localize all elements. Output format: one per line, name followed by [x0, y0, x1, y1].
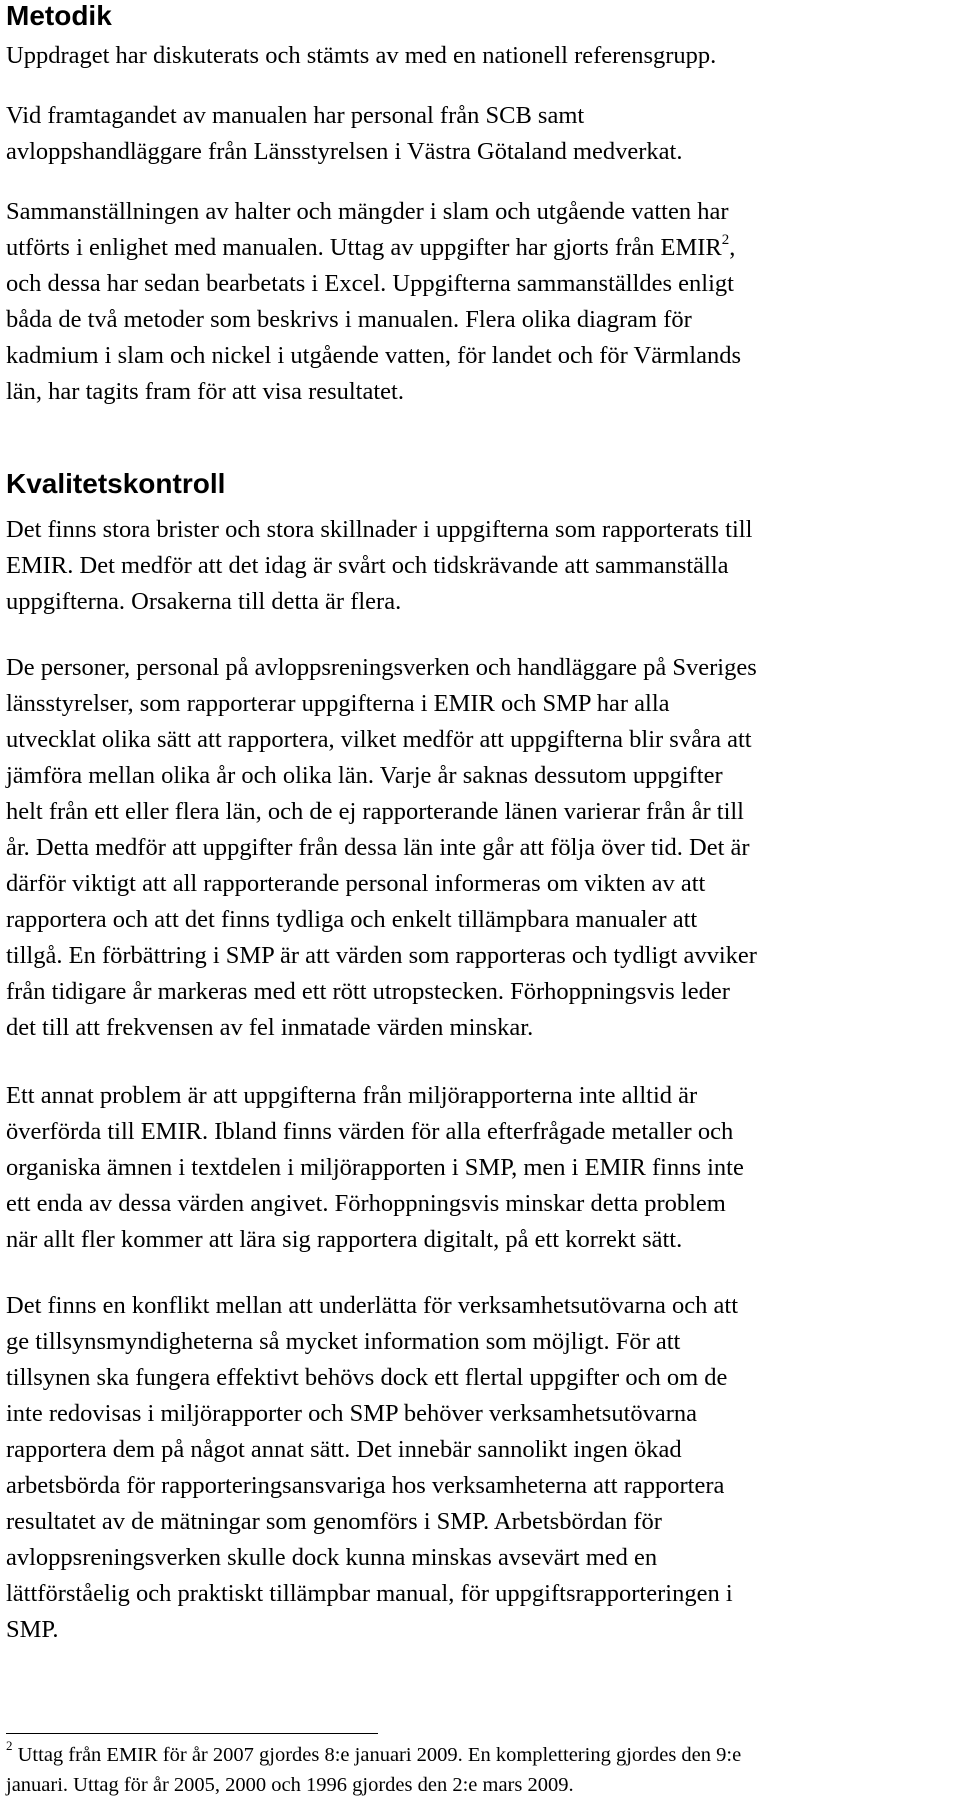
text-line: Det finns en konflikt mellan att underlätta för verksamhetsutövarna och att: [6, 1292, 739, 1319]
paragraph-personer: [6, 650, 950, 1046]
paragraph-brister: [6, 512, 950, 620]
paragraph-sammanstallning: [6, 194, 950, 410]
section-heading-metodik: Metodik: [6, 0, 112, 31]
text-line: De personer, personal på avloppsreningsverken och handläggare på Sveriges: [6, 654, 757, 681]
footnote: [6, 1740, 741, 1800]
text-line: Ett annat problem är att uppgifterna från miljörapporterna inte alltid är: [6, 1082, 698, 1109]
text-line: arbetsbörda för rapporteringsansvariga hos verksamheterna att rapportera: [6, 1472, 725, 1499]
text-line: och dessa har sedan bearbetats i Excel. Uppgifterna sammanställdes enligt: [6, 270, 734, 297]
text-segment: utförts i enlighet med manualen. Uttag av uppgifter har gjorts från EMIR: [6, 234, 722, 261]
section-heading-kvalitetskontroll: Kvalitetskontroll: [6, 468, 226, 499]
footnote-divider: [6, 1733, 378, 1734]
footnote-line: januari. Uttag för år 2005, 2000 och 1996 gjordes den 2:e mars 2009.: [6, 1774, 574, 1796]
text-line: EMIR. Det medför att det idag är svårt och tidskrävande att sammanställa: [6, 552, 729, 579]
text-line: avloppsreningsverken skulle dock kunna minskas avsevärt med en: [6, 1544, 658, 1571]
paragraph-referensgrupp: [6, 38, 950, 74]
text-line: Sammanställningen av halter och mängder i slam och utgående vatten har: [6, 198, 729, 225]
paragraph-annat-problem: [6, 1078, 950, 1258]
text-segment: ,: [729, 234, 736, 261]
footnote-reference: 2: [721, 231, 730, 248]
text-line: organiska ämnen i textdelen i miljörapporten i SMP, men i EMIR finns inte: [6, 1154, 744, 1181]
text-line: inte redovisas i miljörapporter och SMP behöver verksamhetsutövarna: [6, 1400, 698, 1427]
text-line: kadmium i slam och nickel i utgående vatten, för landet och för Värmlands: [6, 342, 742, 369]
text-line: avloppshandläggare från Länsstyrelsen i Västra Götaland medverkat.: [6, 138, 683, 165]
text-line: båda de två metoder som beskrivs i manualen. Flera olika diagram för: [6, 306, 692, 333]
text-line: lättförståelig och praktiskt tillämpbar manual, för uppgiftsrapporteringen i: [6, 1580, 733, 1607]
text-line: Uppdraget har diskuterats och stämts av med en nationell referensgrupp.: [6, 42, 717, 69]
text-line: rapportera och att det finns tydliga och enkelt tillämpbara manualer att: [6, 906, 698, 933]
text-line: därför viktigt att all rapporterande personal informeras om vikten av att: [6, 870, 706, 897]
paragraph-medverkan: [6, 98, 950, 170]
footnote-line: [6, 1740, 741, 1770]
text-line: ett enda av dessa värden angivet. Förhoppningsvis minskar detta problem: [6, 1190, 726, 1217]
text-line: SMP.: [6, 1616, 59, 1643]
text-line: rapportera dem på något annat sätt. Det innebär sannolikt ingen ökad: [6, 1436, 682, 1463]
text-line: det till att frekvensen av fel inmatade värden minskar.: [6, 1014, 534, 1041]
footnote-marker: 2: [6, 1738, 13, 1754]
text-line: år. Detta medför att uppgifter från dessa län inte går att följa över tid. Det är: [6, 834, 750, 861]
text-line-with-footnote-ref: [6, 230, 950, 266]
text-line: ge tillsynsmyndigheterna så mycket information som möjligt. För att: [6, 1328, 681, 1355]
text-line: från tidigare år markeras med ett rött utropstecken. Förhoppningsvis leder: [6, 978, 730, 1005]
text-line: helt från ett eller flera län, och de ej rapporterande länen varierar från år till: [6, 798, 744, 825]
text-line: tillsynen ska fungera effektivt behövs dock ett flertal uppgifter och om de: [6, 1364, 728, 1391]
paragraph-konflikt: [6, 1288, 950, 1648]
text-line: jämföra mellan olika år och olika län. Varje år saknas dessutom uppgifter: [6, 762, 723, 789]
text-line: länsstyrelser, som rapporterar uppgifterna i EMIR och SMP har alla: [6, 690, 670, 717]
text-line: Vid framtagandet av manualen har personal från SCB samt: [6, 102, 585, 129]
text-line: överförda till EMIR. Ibland finns värden för alla efterfrågade metaller och: [6, 1118, 734, 1145]
text-line: Det finns stora brister och stora skillnader i uppgifterna som rapporterats till: [6, 516, 753, 543]
text-line: län, har tagits fram för att visa resultatet.: [6, 378, 404, 405]
text-line: utvecklat olika sätt att rapportera, vilket medför att uppgifterna blir svåra att: [6, 726, 752, 753]
text-line: resultatet av de mätningar som genomförs i SMP. Arbetsbördan för: [6, 1508, 662, 1535]
text-line: när allt fler kommer att lära sig rapportera digitalt, på ett korrekt sätt.: [6, 1226, 683, 1253]
text-line: uppgifterna. Orsakerna till detta är flera.: [6, 588, 402, 615]
text-segment: Uttag från EMIR för år 2007 gjordes 8:e januari 2009. En komplettering gjordes den 9:e: [12, 1744, 742, 1766]
text-line: tillgå. En förbättring i SMP är att värden som rapporteras och tydligt avviker: [6, 942, 757, 969]
